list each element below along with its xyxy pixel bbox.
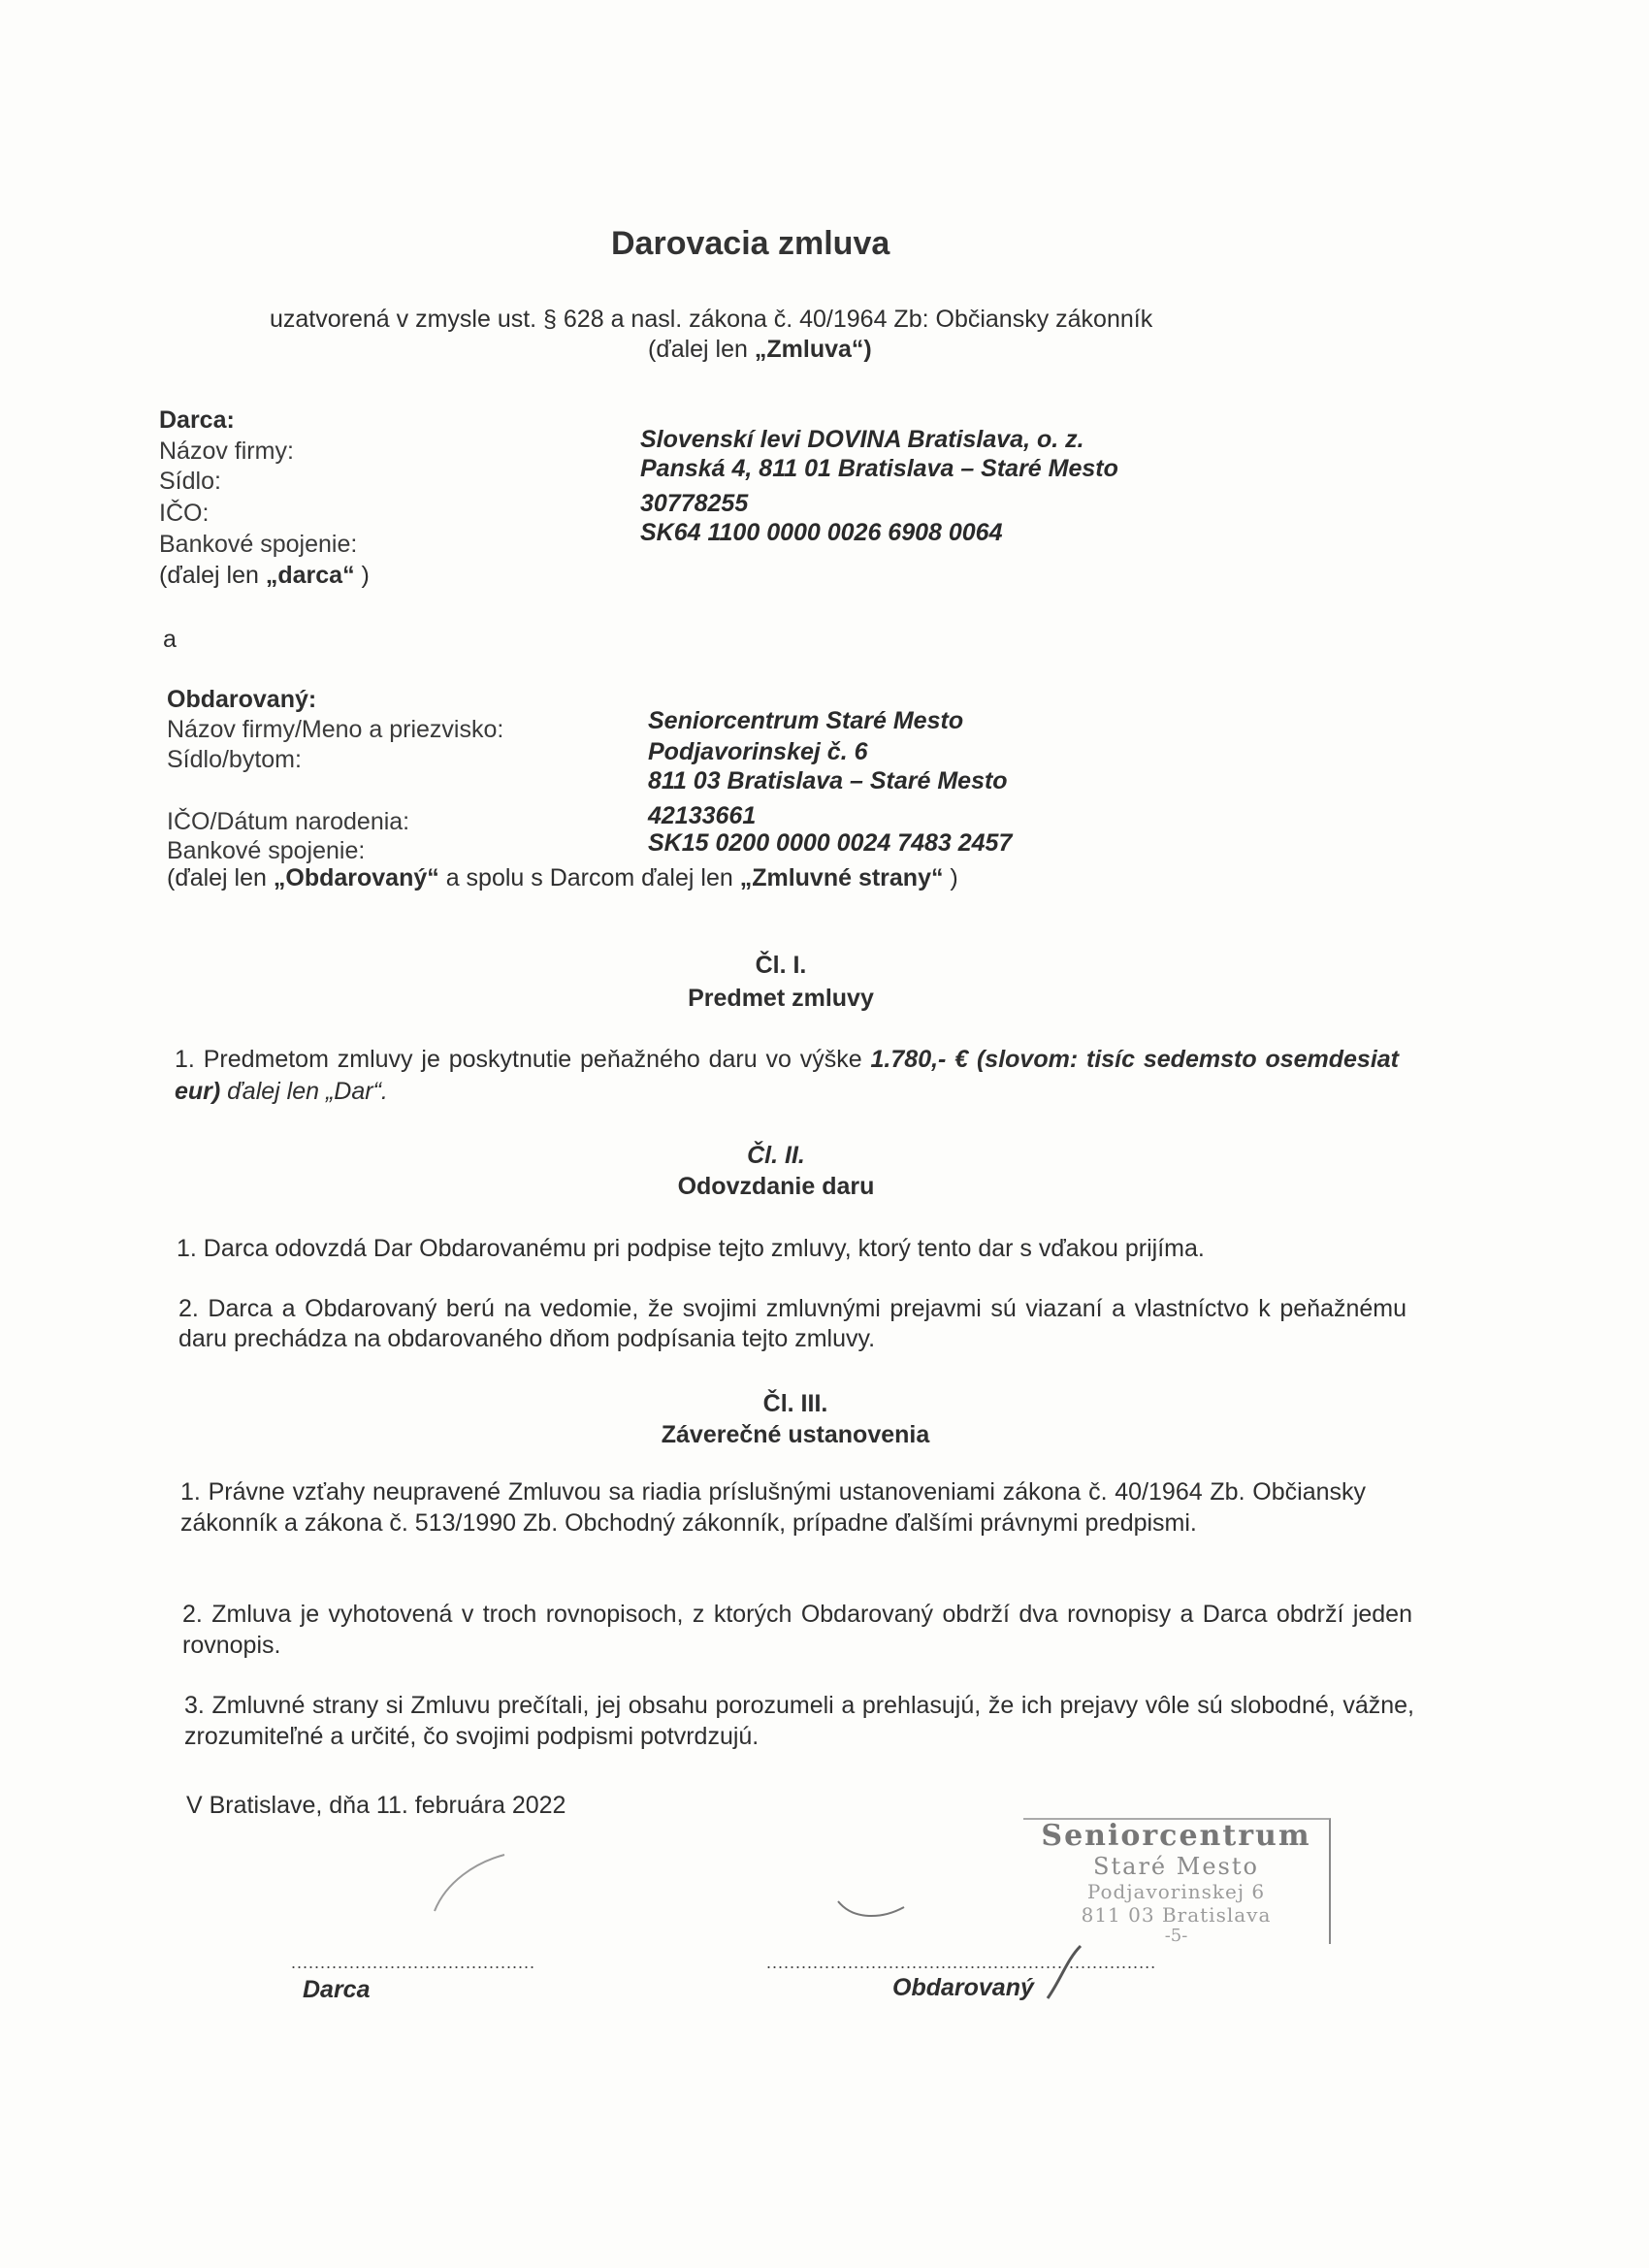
donor-ref-term: „darca“ [265,562,355,589]
donor-heading: Darca: [159,406,235,434]
article2-paragraph1: 1. Darca odovzdá Dar Obdarovanému pri podpise tejto zmluvy, ktorý tento dar s vďakou prijíma. [177,1235,1205,1262]
stamp-line2: Staré Mesto [1093,1853,1259,1880]
recipient-reference [167,863,958,893]
recipient-ref-prefix: (ďalej len [167,864,274,891]
article2-heading: Odovzdanie daru [677,1173,875,1200]
recipient-signature-flourish [1038,1940,1096,2008]
recipient-name-value: Seniorcentrum Staré Mesto [648,707,964,734]
recipient-heading: Obdarovaný: [167,686,317,713]
donor-ico-value: 30778255 [640,490,749,517]
article3-number: Čl. III. [762,1390,828,1417]
donor-name-label: Názov firmy: [159,437,294,465]
subtitle-ref-prefix: (ďalej len [648,336,755,363]
recipient-signature-label: Obdarovaný [892,1974,1034,2001]
article1-p1-suffix: ďalej len „Dar“. [220,1078,388,1105]
recipient-ref-middle: a spolu s Darcom ďalej len [438,864,740,891]
recipient-ref-term2: „Zmluvné strany“ [739,864,944,891]
subtitle-line2 [648,335,872,365]
recipient-signature-line: ................................................................... [766,1953,1157,1972]
subtitle-line1: uzatvorená v zmysle ust. § 628 a nasl. zákona č. 40/1964 Zb: Občiansky zákonník [270,306,1153,333]
donor-ref-prefix: (ďalej len [159,562,266,589]
recipient-seat-value-2: 811 03 Bratislava – Staré Mesto [648,767,1008,794]
stamp-line1: Seniorcentrum [1041,1819,1311,1853]
subtitle-ref-term: „Zmluva“) [754,336,872,363]
and-word: a [163,626,177,653]
donor-bank-value: SK64 1100 0000 0026 6908 0064 [640,519,1003,546]
recipient-seat-label: Sídlo/bytom: [167,746,302,773]
donor-ico-label: IČO: [159,500,210,527]
donor-seat-label: Sídlo: [159,468,221,495]
donor-signature-stroke [407,1843,543,1930]
donor-signature-line: .......................................... [291,1953,536,1972]
organization-stamp [1023,1818,1331,1944]
recipient-bank-label: Bankové spojenie: [167,837,366,864]
stamp-line4: 811 03 Bratislava [1081,1903,1272,1927]
article1-heading: Predmet zmluvy [688,985,874,1012]
article3-paragraph1: 1. Právne vzťahy neupravené Zmluvou sa riadia príslušnými ustanoveniami zákona č. 40/1964 Zb. Občiansky zákonník a zákona č. 513/1990 Zb. Obchodný zákonník, prípadne ďalšími právnymi predpismi. [180,1478,1366,1537]
recipient-ref-suffix: ) [943,864,958,891]
article2-paragraph2: 2. Darca a Obdarovaný berú na vedomie, že svojimi zmluvnými prejavmi sú viazaní a vlastníctvo k peňažnému daru prechádza na obdarovaného dňom podpísania tejto zmluvy. [178,1295,1406,1352]
article3-paragraph3: 3. Zmluvné strany si Zmluvu prečítali, jej obsahu porozumeli a prehlasujú, že ich prejavy vôle sú slobodné, vážne, zrozumiteľné a určité, čo svojimi podpismi potvrdzujú. [184,1692,1414,1750]
article3-paragraph2: 2. Zmluva je vyhotovená v troch rovnopisoch, z ktorých Obdarovaný obdrží dva rovnopisy a Darca obdrží jeden rovnopis. [182,1601,1412,1659]
article1-paragraph1 [175,1044,1399,1108]
donor-reference [159,561,370,591]
recipient-bank-value: SK15 0200 0000 0024 7483 2457 [648,829,1013,857]
donor-seat-value: Panská 4, 811 01 Bratislava – Staré Mesto [640,455,1118,482]
recipient-name-label: Názov firmy/Meno a priezvisko: [167,716,504,743]
article2-number: Čl. II. [747,1142,805,1169]
recipient-ico-label: IČO/Dátum narodenia: [167,808,410,835]
donor-ref-suffix: ) [354,562,370,589]
stamp-line3: Podjavorinskej 6 [1086,1880,1266,1903]
article3-heading: Záverečné ustanovenia [661,1421,930,1448]
stamp-line5: -5- [1164,1926,1188,1946]
recipient-ref-term1: „Obdarovaný“ [273,864,439,891]
donor-name-value: Slovenskí levi DOVINA Bratislava, o. z. [640,426,1084,453]
article1-number: Čl. I. [755,952,807,979]
recipient-seat-value-1: Podjavorinskej č. 6 [648,738,868,765]
donor-signature-label: Darca [303,1976,371,2003]
recipient-ico-value: 42133661 [648,802,757,829]
place-date: V Bratislave, dňa 11. februára 2022 [186,1792,566,1819]
article1-p1-prefix: 1. Predmetom zmluvy je poskytnutie peňažného daru vo výške [175,1046,871,1073]
document-title: Darovacia zmluva [611,225,890,262]
donor-bank-label: Bankové spojenie: [159,531,358,558]
article1-p1-amount: 1.780,- € (slovom: tisíc sedemsto osemdesiat eur) [175,1046,1400,1105]
